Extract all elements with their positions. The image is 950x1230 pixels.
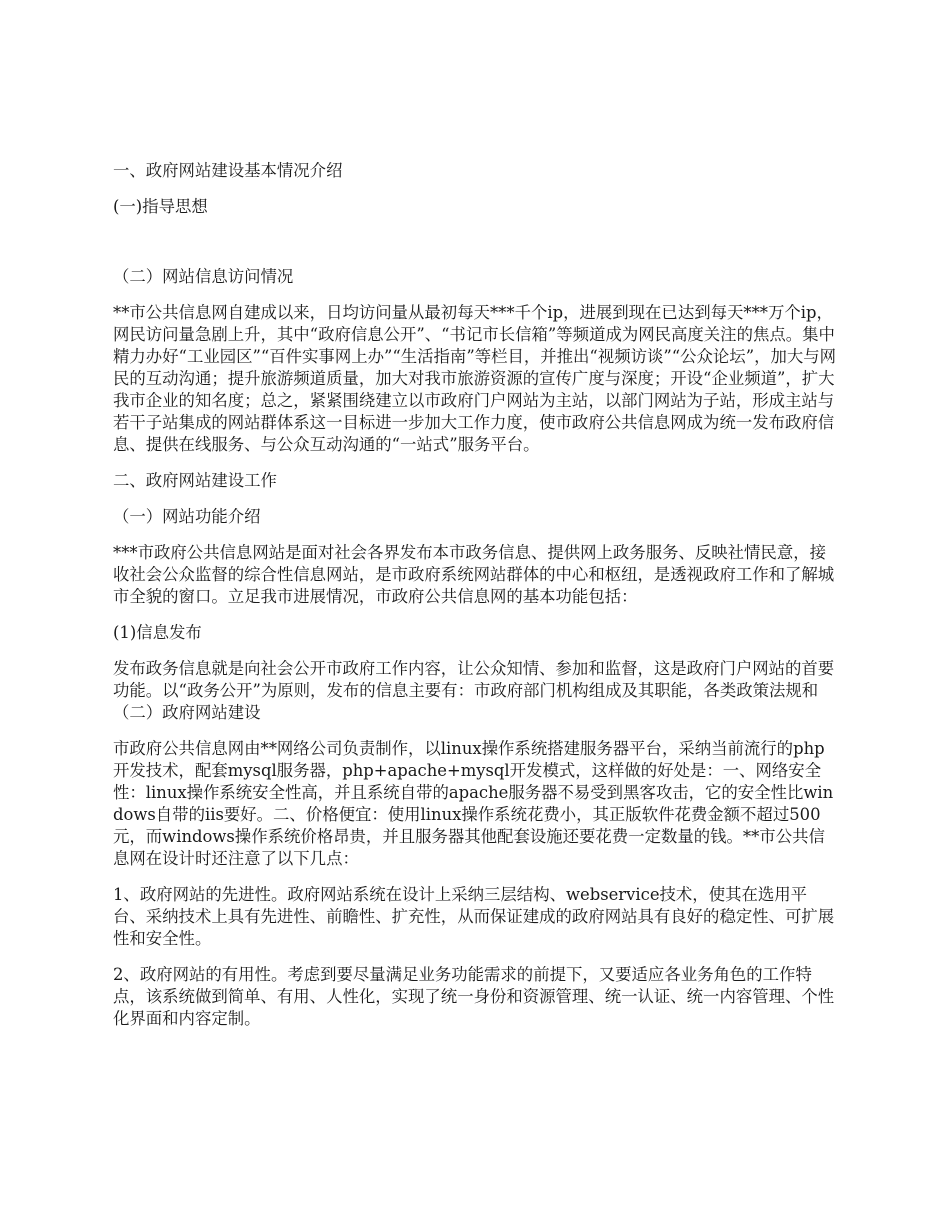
document-body <box>113 160 839 1044</box>
paragraph-site-construction: 市政府公共信息网由**网络公司负责制作，以linux操作系统搭建服务器平台，采纳当前流行的php开发技术，配套mysql服务器，php+apache+mysql开发模式，这样做的好处是：一、网络安全性：linux操作系统安全性高，并且系统自带的apache服务器不易受到黑客攻击，它的安全性比windows自带的iis要好。二、价格便宜：使用linux操作系统花费小，其正版软件花费金额不超过500元，而windows操作系统价格昂贵，并且服务器其他配套设施还要花费一定数量的钱。**市公共信息网在设计时还注意了以下几点： <box>113 739 834 868</box>
section-heading-1: 一、政府网站建设基本情况介绍 <box>113 161 343 180</box>
paragraph-visit-status: **市公共信息网自建成以来，日均访问量从最初每天***千个ip，进展到现在已达到每天***万个ip，网民访问量急剧上升，其中“政府信息公开”、“书记市长信箱”等频道成为网民高度关注的焦点。集中精力办好“工业园区”“百件实事网上办”“生活指南”等栏目，并推出“视频访谈”“公众论坛”，加大与网民的互动沟通；提升旅游频道质量，加大对我市旅游资源的宣传广度与深度；开设“企业频道”，扩大我市企业的知名度；总之，紧紧围绕建立以市政府门户网站为主站，以部门网站为子站，形成主站与若干子站集成的网站群体系这一目标进一步加大工作力度，使市政府公共信息网成为统一发布政府信息、提供在线服务、与公众互动沟通的“一站式”服务平台。 <box>113 303 837 454</box>
section-heading-2: 二、政府网站建设工作 <box>113 471 277 490</box>
subheading-site-functions: （一）网站功能介绍 <box>113 507 261 526</box>
paragraph-info-publishing: 发布政务信息就是向社会公开市政府工作内容，让公众知情、参加和监督，这是政府门户网站的首要功能。以“政务公开”为原则，发布的信息主要有：市政府部门机构组成及其职能，各类政策法规和 （二）政府网站建设 <box>113 659 835 722</box>
subheading-guiding-thought: (一)指导思想 <box>113 197 208 216</box>
paragraph-site-functions: ***市政府公共信息网站是面对社会各界发布本市政务信息、提供网上政务服务、反映社情民意，接收社会公众监督的综合性信息网站，是市政府系统网站群体的中心和枢纽，是透视政府工作和了解城市全貌的窗口。立足我市进展情况，市政府公共信息网的基本功能包括： <box>113 543 835 606</box>
paragraph-advancement: 1、政府网站的先进性。政府网站系统在设计上采纳三层结构、webservice技术，使其在选用平台、采纳技术上具有先进性、前瞻性、扩充性，从而保证建成的政府网站具有良好的稳定性、可扩展性和安全性。 <box>113 885 835 948</box>
subheading-visit-status: （二）网站信息访问情况 <box>113 267 294 286</box>
paragraph-usability: 2、政府网站的有用性。考虑到要尽量满足业务功能需求的前提下，又要适应各业务角色的工作特点，该系统做到简单、有用、人性化，实现了统一身份和资源管理、统一认证、统一内容管理、个性化界面和内容定制。 <box>113 965 835 1028</box>
subheading-info-publishing: (1)信息发布 <box>113 623 202 642</box>
